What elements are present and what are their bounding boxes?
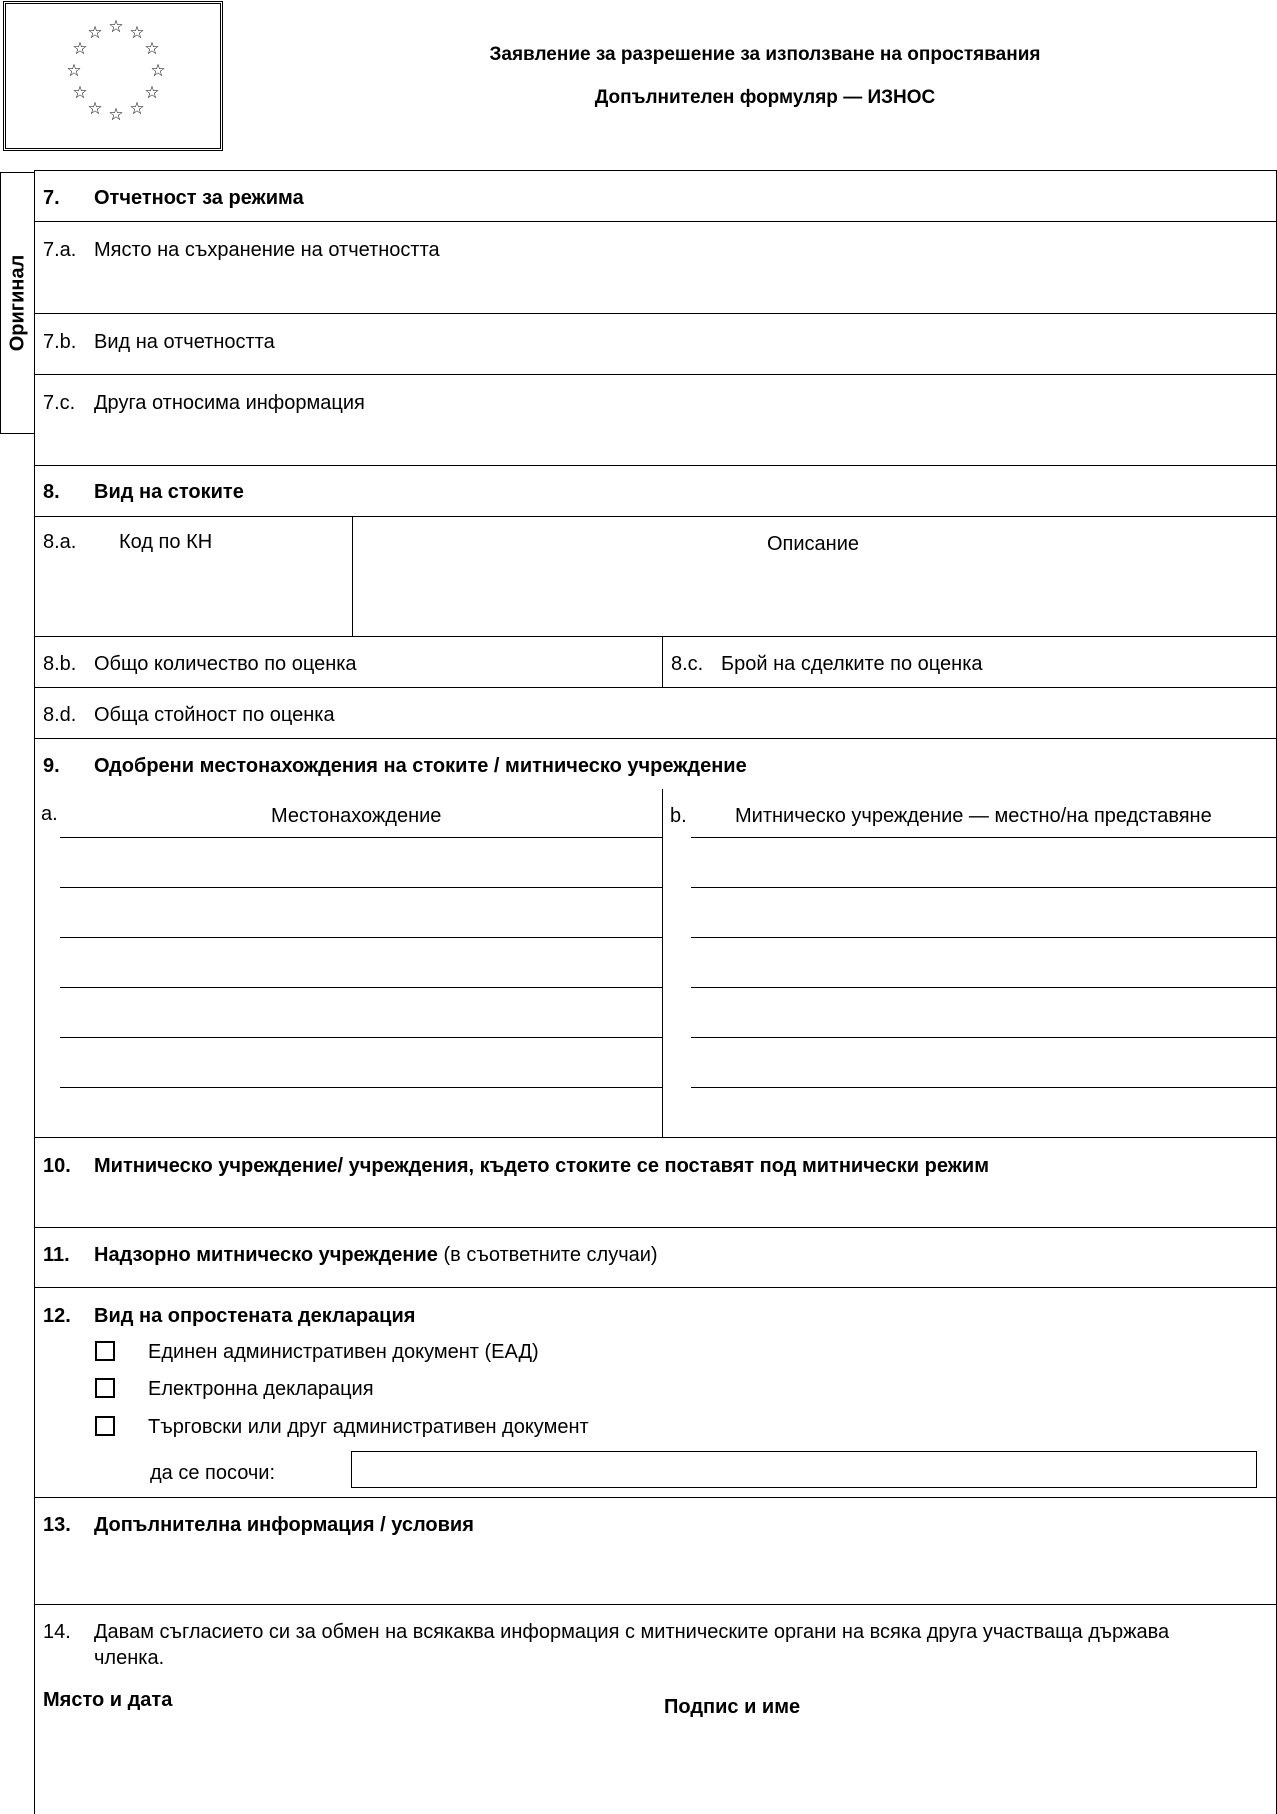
s13-title: Допълнителна информация / условия	[94, 1514, 474, 1536]
form-subtitle: Допълнителен формуляр — ИЗНОС	[594, 87, 936, 108]
s13-num: 13.	[43, 1514, 71, 1536]
s8a-num: 8.a.	[43, 531, 77, 553]
option-electronic-label: Електронна декларация	[148, 1378, 374, 1400]
star-icon: ☆	[150, 61, 166, 80]
place-and-date-label: Място и дата	[43, 1689, 173, 1711]
s7a-label: Място на съхранение на отчетността	[94, 239, 440, 261]
s14-num: 14.	[43, 1621, 71, 1643]
s7c-label: Друга относима информация	[94, 392, 365, 414]
star-icon: ☆	[144, 39, 160, 58]
option-commercial-checkbox[interactable]	[95, 1416, 115, 1436]
star-icon: ☆	[72, 83, 88, 102]
original-side-label	[0, 172, 34, 434]
star-icon: ☆	[87, 99, 103, 118]
option-electronic-checkbox[interactable]	[95, 1378, 115, 1398]
s10-num: 10.	[43, 1155, 71, 1177]
s9a-letter: a.	[41, 803, 58, 825]
star-icon: ☆	[108, 105, 124, 124]
s12-num: 12.	[43, 1305, 71, 1327]
option-commercial-label: Търговски или друг административен документ	[148, 1416, 589, 1438]
s9a-location-header: Местонахождение	[271, 805, 442, 827]
s9b-letter: b.	[670, 805, 687, 827]
s8a-code-label: Код по КН	[119, 531, 213, 553]
s14-consent-line2: членка.	[94, 1647, 165, 1669]
s8-num: 8.	[43, 481, 60, 503]
s10-title: Митническо учреждение/ учреждения, където стоките се поставят под митнически режим	[94, 1155, 989, 1177]
s8c-num: 8.c.	[671, 653, 704, 675]
s8b-label: Общо количество по оценка	[94, 653, 357, 675]
s9-num: 9.	[43, 755, 60, 777]
option-ead-label: Единен административен документ (ЕАД)	[148, 1341, 539, 1363]
s11-num: 11.	[43, 1244, 70, 1266]
s8d-num: 8.d.	[43, 704, 77, 726]
signature-label: Подпис и име	[664, 1696, 801, 1718]
s8a-description-label: Описание	[767, 533, 860, 555]
star-icon: ☆	[129, 99, 145, 118]
s12-title: Вид на опростената декларация	[94, 1305, 416, 1327]
star-icon: ☆	[129, 23, 145, 42]
star-icon: ☆	[66, 61, 82, 80]
s11-title: Надзорно митническо учреждение	[94, 1244, 438, 1266]
option-ead-checkbox[interactable]	[95, 1341, 115, 1361]
star-icon: ☆	[72, 39, 88, 58]
s8-title: Вид на стоките	[94, 481, 244, 503]
s8c-label: Брой на сделките по оценка	[721, 653, 983, 675]
specify-label: да се посочи:	[150, 1462, 276, 1484]
eu-flag-logo	[3, 1, 223, 151]
star-icon: ☆	[144, 83, 160, 102]
s7-title: Отчетност за режима	[94, 187, 304, 209]
s7a-num: 7.a.	[43, 239, 77, 261]
s11-title-line	[94, 1244, 658, 1267]
s7c-num: 7.c.	[43, 392, 76, 414]
form-title: Заявление за разрешение за използване на опростявания	[489, 44, 1041, 65]
s7b-num: 7.b.	[43, 331, 77, 353]
s7-num: 7.	[43, 187, 60, 209]
form-body	[34, 170, 1277, 1814]
s11-note: (в съответните случаи)	[443, 1244, 658, 1266]
specify-input[interactable]	[351, 1451, 1257, 1488]
star-icon: ☆	[87, 23, 103, 42]
side-label-text: Оригинал	[6, 254, 28, 352]
s14-consent-line1: Давам съгласието си за обмен на всякаква информация с митническите органи на всяка друга участваща държава	[94, 1621, 1170, 1643]
s9b-office-header: Митническо учреждение — местно/на представяне	[735, 805, 1212, 827]
s9-title: Одобрени местонахождения на стоките / митническо учреждение	[94, 755, 747, 777]
s8b-num: 8.b.	[43, 653, 77, 675]
star-icon: ☆	[108, 17, 124, 36]
s8d-label: Обща стойност по оценка	[94, 704, 335, 726]
s7b-label: Вид на отчетността	[94, 331, 275, 353]
